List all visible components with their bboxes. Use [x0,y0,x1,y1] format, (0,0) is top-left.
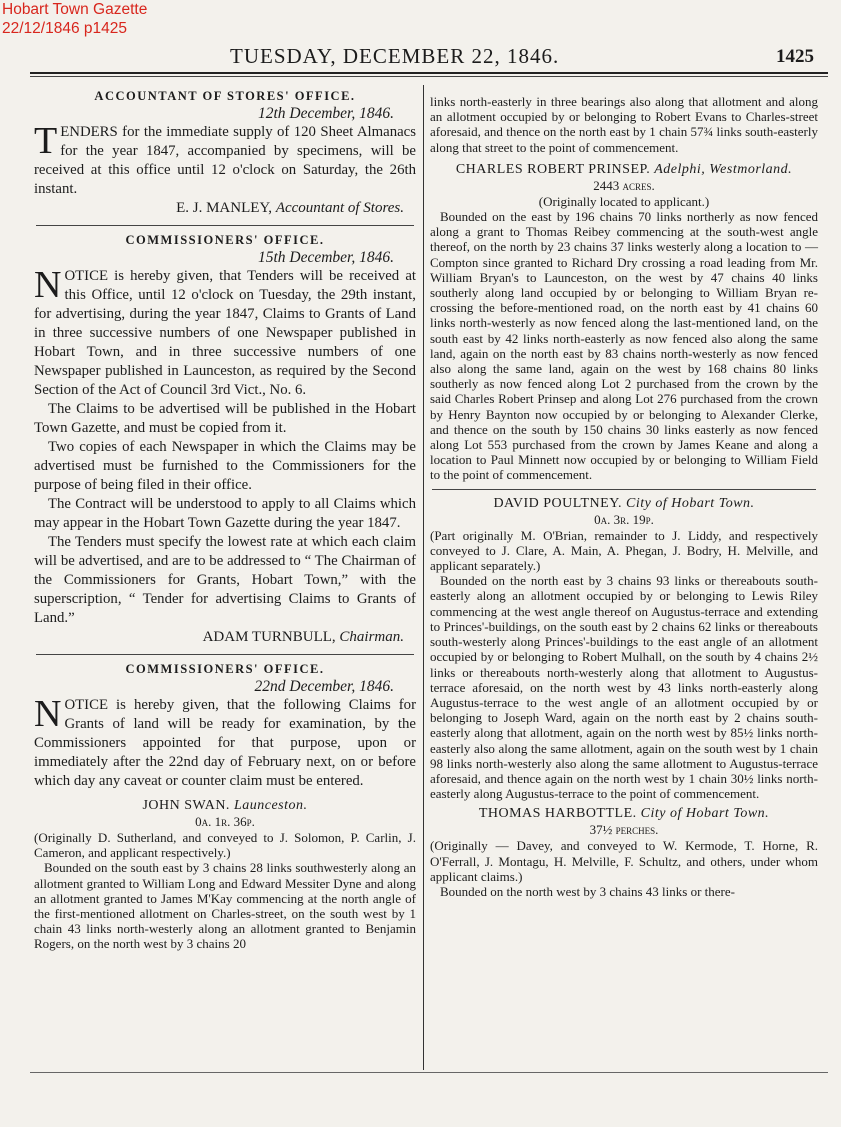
notice-signature [34,628,416,646]
gazette-tag [2,0,147,38]
notice-heading: ACCOUNTANT OF STORES' OFFICE. [94,89,356,103]
grant-bounds: Bounded on the south east by 3 chains 28 links southwesterly along an allotment granted to William Long and Edward Messiter Dyne and along an allotment granted to James M'Kay commencing at the north angle of the first-mentioned allotment on Charles-street, on the south west by 1 chain 43 links north-westerly along an allotment granted to Benjamin Rogers, on the north west by 3 chains 20 [34,860,416,952]
signature-name: ADAM TURNBULL, [202,629,336,645]
grant-place: City of Hobart Town. [626,495,755,511]
grant-name: THOMAS HARBOTTLE. [478,806,637,822]
grant-origin: (Part originally M. O'Brian, remainder to J. Liddy, and respectively conveyed to J. Clare, A. Main, A. Phegan, J. Bodry, H. Melville, and applicant separately.) [430,527,818,574]
grant-name: DAVID POULTNEY. [493,495,623,511]
notice-separator [432,489,816,490]
grant-bounds: Bounded on the north west by 3 chains 43 links or there- [440,883,735,899]
gazette-tag-title: Hobart Town Gazette [2,1,148,18]
grant-bounds: Bounded on the north east by 3 chains 93 links or thereabouts south-easterly along an allotment occupied by or belonging to Lewis Riley commencing at the west angle thereof on Augustus-terrace and extending to Princes'-buildings, on the south east by 2 chains 62 links or thereabouts south-westerly along Princes'-buildings to the east angle of an allotment occupied by or belonging to Robert Mulhall, on the south by 4 chains 2½ links or thereabouts north-westerly along that allotment to Augustus-terrace aforesaid, on the north west by 43 links north-easterly along Augustus-terrace to the west angle of an allotment occupied by or belonging to Joseph Ward, again on the north east by 2 chains south-easterly along that allotment, again on the north west by 85½ links north-easterly also along the same allotment, again on the south west by 1 chain 98 links north-westerly also along the same allotment to Augustus-terrace aforesaid, and thence again on the north west by 1 chain 30½ links north-easterly along Augustus-terrace to the point of commencement. [430,573,818,802]
grant-bounds: Bounded on the east by 196 chains 70 links northerly as now fenced along a grant to Thomas Reibey commencing at the south-west angle thereof, on the north by 23 chains 37 links westerly along a location to — Compton since granted to Richard Dry crossing a road leading from Mr. William Bryan's to Launceston, on the west by 47 chains 40 links southerly along land occupied by or belonging to William Bryan re-crossing the before-mentioned road, on the north east by 41 chains 60 links north-westerly as now fenced along the last-mentioned land, on the south east by 42 links north-easterly as now fenced also along the same land, again on the north east by 83 chains north-westerly as now fenced also along the same land, again on the west by 168 chains 80 links southerly as now fenced along Lot 2 purchased from the crown by the said Charles Robert Prinsep and along Lot 276 purchased from the crown by Henry Baynton now occupied by or belonging to Alexander Clerke, and thence on the south by 150 chains 30 links easterly as now fenced along Lot 553 purchased from the crown by James Keane and along a location to Paul Minnett now occupied by or belonging to William Field to the point of commencement. [430,209,818,483]
grant-harbottle [430,805,818,899]
grant-area: 37½ perches. [589,822,659,838]
notice-separator [36,654,414,655]
grant-name: JOHN SWAN. [142,798,230,813]
grant-name-line [34,797,416,814]
grant-name: CHARLES ROBERT PRINSEP. [455,161,651,177]
grant-text [430,194,818,483]
grant-text [34,830,416,952]
page-date: TUESDAY, DECEMBER 22, 1846. [230,44,560,68]
grant-place: Launceston. [233,798,308,813]
notice-paragraph: The Claims to be advertised will be published in the Hobart Town Gazette, and must be copied from it. [34,401,416,436]
grant-continuation: links north-easterly in three bearings also along that allotment and along an allotment occupied by or belonging to Robert Evans to Charles-street aforesaid, and thence on the north east by 1 chain 57¾ links south-easterly along that street to the point of commencement. [430,94,818,155]
notice-text: OTICE is hereby given, that the following Claims for Grants of land will be ready for examination, by the Commissioners appointed for that purpose, upon or immediately after the 22nd day of February next, on or before which day any caveat or counter claim must be entered. [34,697,416,789]
grant-name-line [430,805,818,822]
column-divider [423,85,424,1070]
notice-paragraph: The Contract will be understood to apply to all Claims which may appear in the Hobart Town Gazette during the year 1847. [34,496,416,531]
bottom-rule [30,1072,828,1073]
notice-heading: COMMISSIONERS' OFFICE. [125,233,325,247]
signature-title: Accountant of Stores. [275,200,404,216]
left-column [34,88,416,952]
notice-date: 12th December, 1846. [257,105,394,122]
grant-area: 0a. 1r. 36p. [195,814,255,829]
notice-paragraph: Two copies of each Newspaper in which the Claims may be advertised must be furnished to the Commissioners for the purpose of being filed in their office. [34,439,416,493]
grant-place: City of Hobart Town. [640,806,770,822]
gazette-tag-date: 22/12/1846 p1425 [2,20,127,37]
signature-name: E. J. MANLEY, [176,200,273,216]
grant-poultney [430,495,818,802]
grant-name-line [430,495,818,512]
notice-commissioners-claims [34,661,416,791]
notice-date: 15th December, 1846. [257,249,394,266]
notice-commissioners-tenders [34,232,416,646]
grant-area: 0a. 3r. 19p. [594,511,654,527]
grant-origin: (Originally — Davey, and conveyed to W. Kermode, T. Horne, R. O'Ferrall, J. Montagu, H. Melville, F. Schultz, and others, under whom applicant claims.) [430,838,818,884]
notice-text: OTICE is hereby given, that Tenders will be received at this Office, until 12 o'clock on Tuesday, the 29th instant, for advertising, during the year 1847, Claims to Grants of Land in three successive numbers of one Newspaper published in Hobart Town, and in three successive numbers of one Newspaper published in Launceston, as required by the Second Section of the Act of Council 3rd Vict., No. 6. [34,268,416,398]
page-number: 1425 [776,46,814,67]
notice-signature [34,199,416,217]
notice-date: 22nd December, 1846. [254,678,394,695]
notice-body [34,120,416,199]
grant-text [430,838,818,899]
grant-place: Adelphi, Westmorland. [654,161,793,177]
header-rule-thin [30,76,828,77]
signature-title: Chairman. [339,629,404,645]
grant-origin: (Originally D. Sutherland, and conveyed to J. Solomon, P. Carlin, J. Cameron, and applicant respectively.) [34,830,416,861]
grant-john-swan [34,797,416,952]
grant-area: 2443 acres. [593,177,655,193]
header-rule [30,72,828,74]
grant-origin: (Originally located to applicant.) [538,193,710,209]
notice-heading: COMMISSIONERS' OFFICE. [125,662,325,676]
right-column [430,94,818,899]
notice-body [34,693,416,791]
notice-text: ENDERS for the immediate supply of 120 Sheet Almanacs for the year 1847, accompanied by specimens, will be received at this office until 12 o'clock on Saturday, the 26th instant. [34,124,416,197]
drop-cap: T [34,120,58,162]
notice-separator [36,225,414,226]
grant-prinsep [430,161,818,483]
notice-accountant-stores [34,88,416,217]
notice-body [34,264,416,628]
drop-cap: N [34,693,62,735]
notice-paragraph [34,264,416,400]
notice-paragraph: The Tenders must specify the lowest rate at which each claim will be advertised, and are to be addressed to “ The Chairman of the Commissioners for Grants, Hobart Town,” with the superscription, “ Tender for advertising Claims to Grants of Land.” [34,534,416,626]
grant-text [430,528,818,802]
grant-name-line [430,161,818,178]
drop-cap: N [34,264,62,306]
